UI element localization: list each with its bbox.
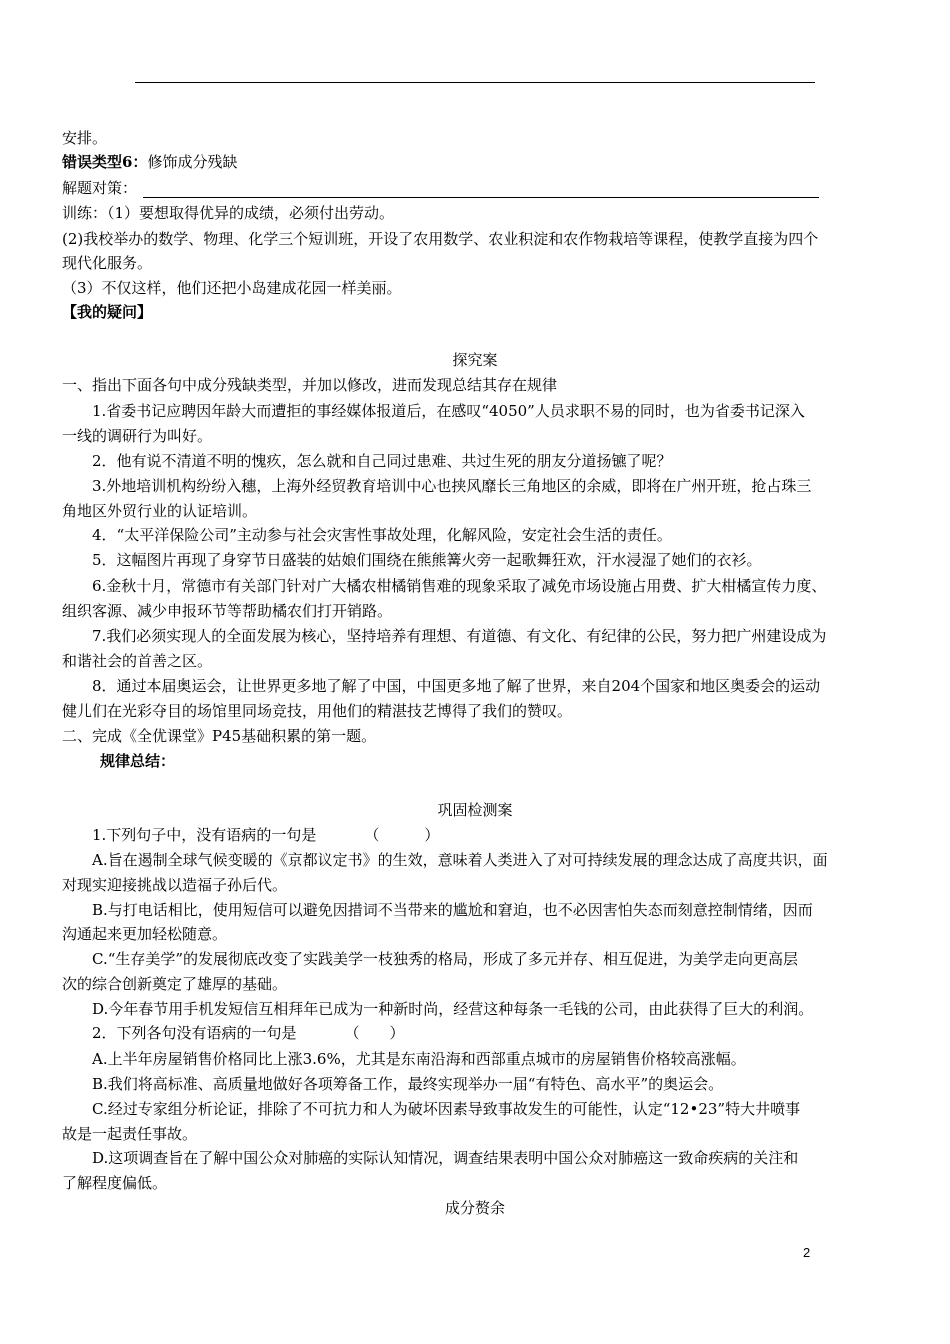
option-line: 次的综合创新奠定了雄厚的基础。 (62, 975, 288, 993)
part2-heading: 二、完成《全优课堂》P45基础积累的第一题。 (62, 727, 377, 745)
question-1-text: 1.下列句子中，没有语病的一句是 (92, 826, 317, 844)
error-type-heading (62, 150, 237, 174)
strategy-line (62, 176, 819, 200)
redundancy-title: 成分赘余 (444, 1199, 505, 1217)
option-line: A.旨在遏制全球气候变暖的《京都议定书》的生效，意味着人类进入了对可持续发展的理念达成了高度共识，面 (92, 851, 828, 869)
exercise-line: 健儿们在光彩夺目的场馆里同场竞技，用他们的精湛技艺博得了我们的赞叹。 (62, 702, 573, 720)
option-line: B.与打电话相比，使用短信可以避免因措词不当带来的尴尬和窘迫，也不必因害怕失态而刻意控制情绪，因而 (92, 901, 813, 919)
strategy-label: 解题对策： (62, 179, 138, 197)
training-line: （3）不仅这样，他们还把小岛建成花园一样美丽。 (62, 279, 402, 297)
exercise-line: 4．“太平洋保险公司”主动参与社会灾害性事故处理，化解风险，安定社会生活的责任。 (92, 526, 672, 544)
exercise-line: 2．他有说不清道不明的愧疚，怎么就和自己同过患难、共过生死的朋友分道扬镳了呢？ (92, 452, 672, 470)
option-line: 沟通起来更加轻松随意。 (62, 925, 228, 943)
page-number: 2 (803, 1245, 811, 1260)
exercise-line: 角地区外贸行业的认证培训。 (62, 502, 258, 520)
question-2-text: 2．下列各句没有语病的一句是 (92, 1024, 297, 1042)
exercise-line: 5．这幅图片再现了身穿节日盛装的姑娘们围绕在熊熊篝火旁一起歌舞狂欢，汗水浸湿了她们的衣衫。 (92, 551, 762, 569)
exercise-line: 3.外地培训机构纷纷入穗，上海外经贸教育培训中心也挟风靡长三角地区的余威，即将在广州开班，抢占珠三 (92, 477, 812, 495)
text-line: 安排。 (62, 129, 108, 147)
part1-heading: 一、指出下面各句中成分残缺类型，并加以修改，进而发现总结其存在规律 (62, 376, 558, 394)
training-line: 训练：（1）要想取得优异的成绩，必须付出劳动。 (62, 204, 395, 222)
answer-blank[interactable] (143, 181, 819, 198)
answer-paren: （ ） (364, 826, 440, 844)
explore-title: 探究案 (452, 351, 498, 369)
answer-paren: （ ） (344, 1024, 405, 1042)
consolidate-title: 巩固检测案 (437, 801, 513, 819)
exercise-line: 1.省委书记应聘因年龄大而遭拒的事经媒体报道后，在感叹“4050”人员求职不易的同时，也为省委书记深入 (92, 402, 805, 420)
option-line: B.我们将高标准、高质量地做好各项筹备工作，最终实现举办一届“有特色、高水平”的奥运会。 (92, 1075, 724, 1093)
summary-heading: 规律总结： (100, 752, 176, 770)
error-type-label: 错误类型6： (62, 153, 148, 171)
exercise-line: 8．通过本届奥运会，让世界更多地了解了中国，中国更多地了解了世界，来自204个国家和地区奥委会的运动 (92, 677, 821, 695)
question-1 (92, 823, 439, 847)
option-line: A.上半年房屋销售价格同比上涨3.6%，尤其是东南沿海和西部重点城市的房屋销售价格较高涨幅。 (92, 1050, 746, 1068)
option-line: D.今年春节用手机发短信互相拜年已成为一种新时尚，经营这种每条一毛钱的公司，由此获得了巨大的利润。 (92, 1000, 814, 1018)
question-2 (92, 1021, 405, 1045)
exercise-line: 7.我们必须实现人的全面发展为核心，坚持培养有理想、有道德、有文化、有纪律的公民，努力把广州建设成为 (92, 627, 827, 645)
option-line: C.经过专家组分析论证，排除了不可抗力和人为破坏因素导致事故发生的可能性，认定“12•23”特大井喷事 (92, 1100, 801, 1118)
header-rule (135, 82, 815, 83)
training-line: (2)我校举办的数学、物理、化学三个短训班，开设了农用数学、农业积淀和农作物栽培等课程，使教学直接为四个 (62, 230, 819, 248)
option-line: 故是一起责任事故。 (62, 1125, 198, 1143)
option-line: C.“生存美学”的发展彻底改变了实践美学一枝独秀的格局，形成了多元并存、相互促进，为美学走向更高层 (92, 950, 799, 968)
option-line: 对现实迎接挑战以造福子孙后代。 (62, 876, 288, 894)
exercise-line: 组织客源、减少申报环节等帮助橘农们打开销路。 (62, 602, 393, 620)
option-line: 了解程度偏低。 (62, 1174, 168, 1192)
exercise-line: 和谐社会的首善之区。 (62, 652, 213, 670)
exercise-line: 6.金秋十月，常德市有关部门针对广大橘农柑橘销售难的现象采取了减免市场设施占用费、扩大柑橘宣传力度、 (92, 577, 827, 595)
error-type-name: 修饰成分残缺 (147, 153, 238, 171)
option-line: D.这项调查旨在了解中国公众对肺癌的实际认知情况，调查结果表明中国公众对肺癌这一致命疾病的关注和 (92, 1149, 799, 1167)
training-line: 现代化服务。 (62, 254, 153, 272)
my-question-heading: 【我的疑问】 (62, 303, 153, 321)
exercise-line: 一线的调研行为叫好。 (62, 427, 213, 445)
